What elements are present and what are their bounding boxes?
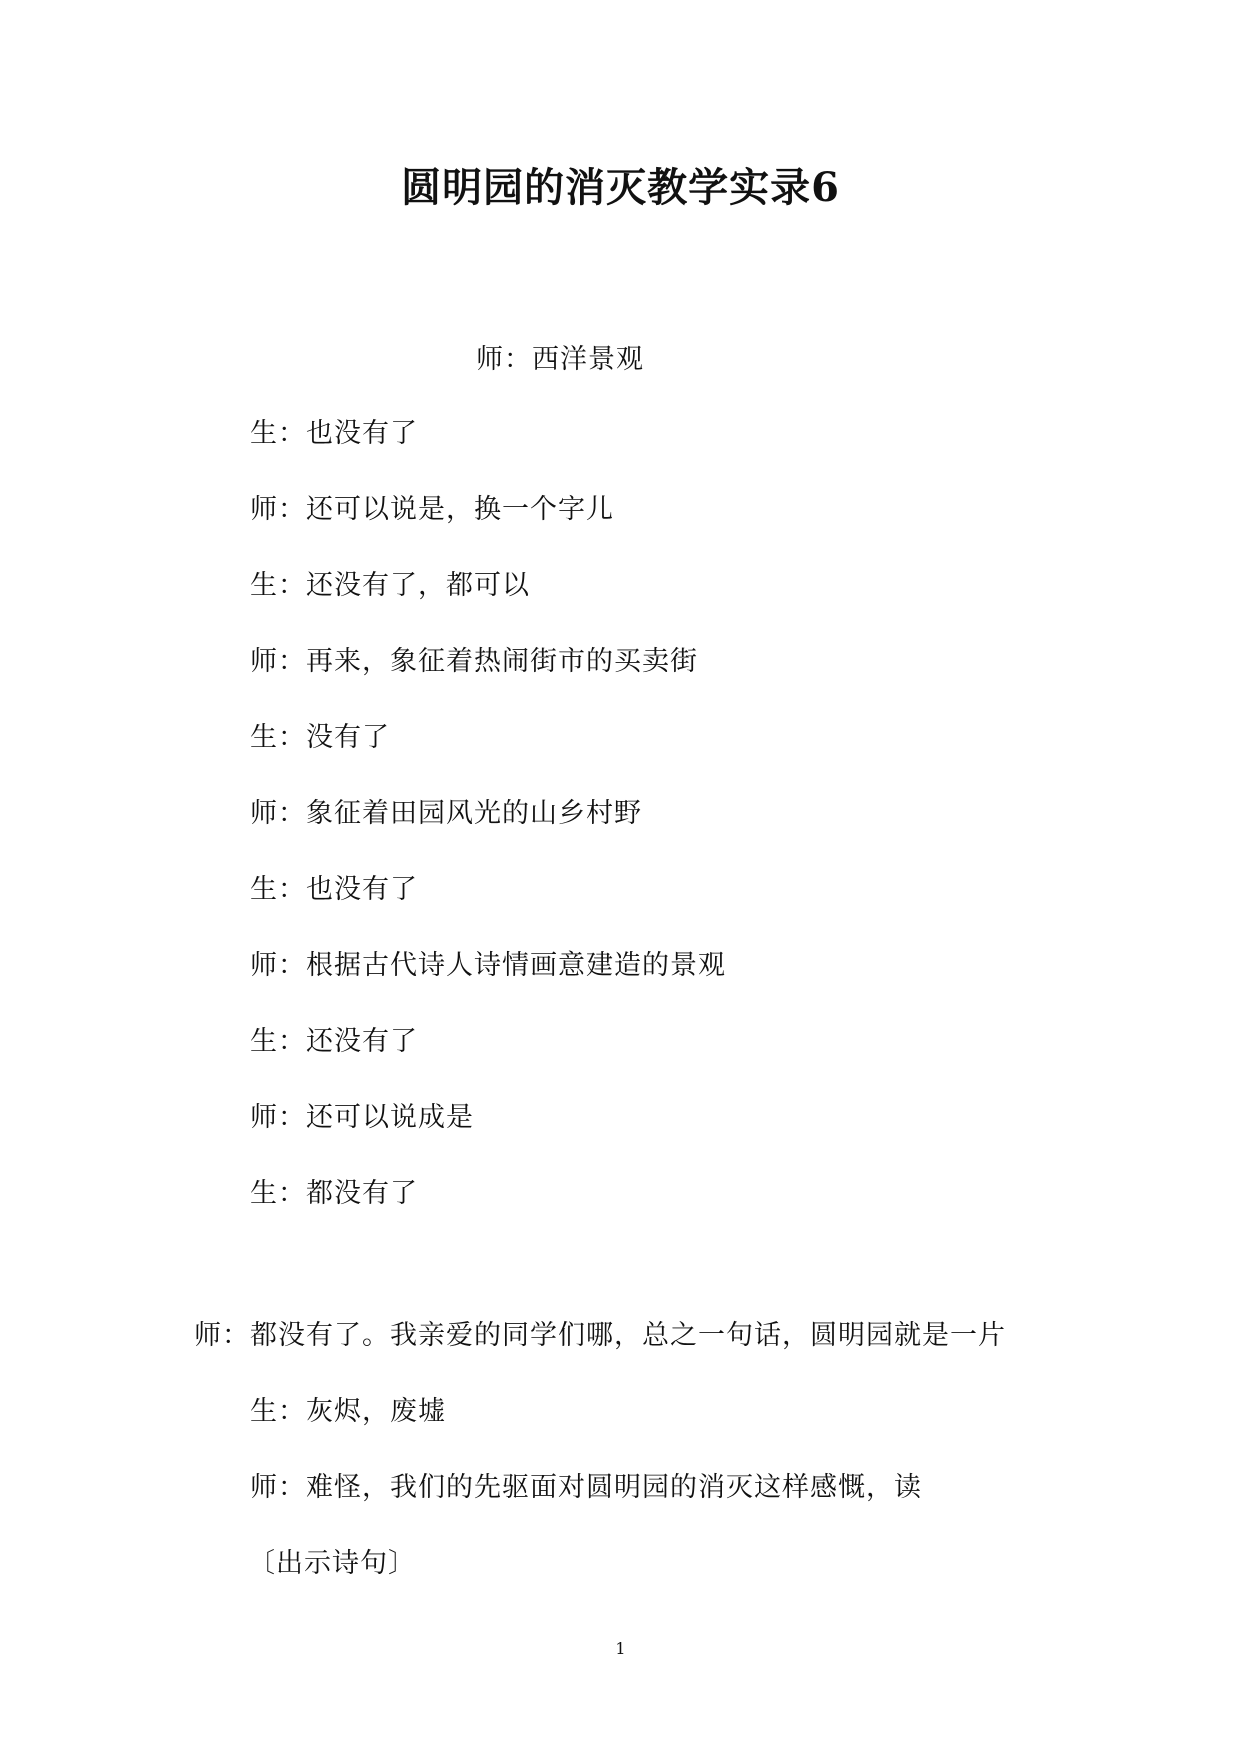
dialogue-line: 生：也没有了 bbox=[250, 418, 418, 449]
dialogue-line: 生：还没有了 bbox=[250, 1026, 418, 1057]
dialogue-line: 生：灰烬，废墟 bbox=[250, 1396, 446, 1427]
dialogue-line: 师：西洋景观 bbox=[476, 344, 644, 375]
document-title: 圆明园的消灭教学实录6 bbox=[401, 164, 840, 211]
dialogue-line: 生：还没有了，都可以 bbox=[250, 570, 530, 601]
dialogue-line: 〔出示诗句〕 bbox=[248, 1548, 416, 1579]
dialogue-line: 师：都没有了。我亲爱的同学们哪，总之一句话，圆明园就是一片 bbox=[194, 1320, 1006, 1351]
dialogue-line: 生：都没有了 bbox=[250, 1178, 418, 1209]
dialogue-line: 生：没有了 bbox=[250, 722, 390, 753]
page-number: 1 bbox=[615, 1639, 626, 1658]
dialogue-line: 师：难怪，我们的先驱面对圆明园的消灭这样感慨，读 bbox=[250, 1472, 922, 1503]
dialogue-line: 师：还可以说成是 bbox=[250, 1102, 474, 1133]
dialogue-line: 师：根据古代诗人诗情画意建造的景观 bbox=[250, 950, 726, 981]
dialogue-line: 生：也没有了 bbox=[250, 874, 418, 905]
dialogue-line: 师：象征着田园风光的山乡村野 bbox=[250, 798, 642, 829]
dialogue-line: 师：还可以说是，换一个字儿 bbox=[250, 494, 614, 525]
dialogue-line: 师：再来，象征着热闹街市的买卖街 bbox=[250, 646, 698, 677]
